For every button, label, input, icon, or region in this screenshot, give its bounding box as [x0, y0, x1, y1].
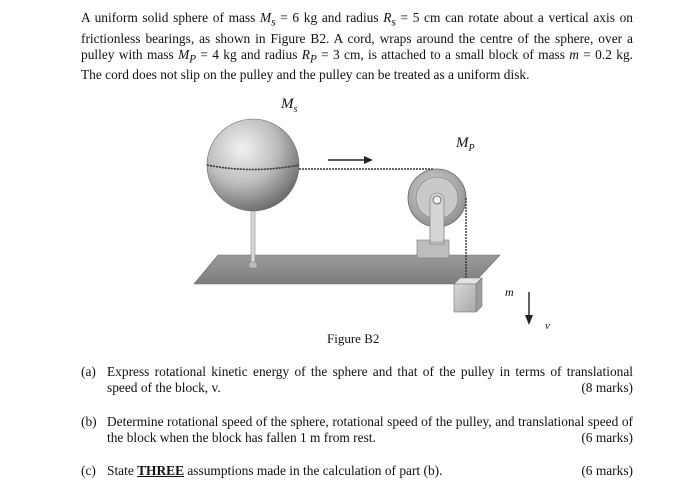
question-c: [81, 463, 633, 481]
question-b: [81, 414, 633, 448]
question-text: Express rotational kinetic energy of the sphere and that of the pulley in terms of translational speed of the block, v.: [107, 364, 633, 395]
question-tag: (c): [81, 463, 96, 478]
pulley-axle: [433, 196, 441, 204]
figure-b2: [180, 92, 550, 354]
velocity-label: v: [545, 320, 550, 332]
problem-statement: A uniform solid sphere of mass $M_s = 6$ kg and radius $R_s = 5$ cm can rotate about a vertical axis on frictionless bearings, as shown in Figure B2. A cord, wraps around the centre of the sphere, over a pulley with mass $M_P = 4$ kg and radius $R_P = 3$ cm, is attached to a small block of mass m = 0.2 kg. The cord does not slip on the pulley and the pulley can be treated as a uniform disk.: [81, 10, 633, 83]
block: [454, 284, 476, 312]
sphere-axle: [251, 204, 255, 268]
question-tag: (a): [81, 364, 96, 379]
cord-direction-arrow: [364, 156, 373, 164]
question-text: Determine rotational speed of the sphere, rotational speed of the pulley, and translational speed of the block when the block has fallen 1 m from rest.: [107, 414, 633, 445]
question-tag: (b): [81, 414, 97, 429]
question-a: [81, 364, 633, 398]
figure-caption: Figure B2: [327, 331, 380, 346]
question-text: State THREE assumptions made in the calculation of part (b).: [107, 463, 443, 478]
emphasis-three: THREE: [137, 463, 185, 478]
velocity-arrow: [525, 315, 533, 325]
pulley-mass-label: $M_P$: [456, 135, 475, 154]
sphere: [207, 119, 299, 211]
sphere-mass-label: $M_s$: [281, 96, 298, 115]
marks: (6 marks): [581, 463, 633, 478]
block-mass-label: m: [505, 285, 514, 299]
apparatus-diagram: [180, 92, 540, 354]
marks: (6 marks): [581, 430, 633, 445]
base-plate: [194, 255, 500, 284]
marks: (8 marks): [581, 380, 633, 395]
